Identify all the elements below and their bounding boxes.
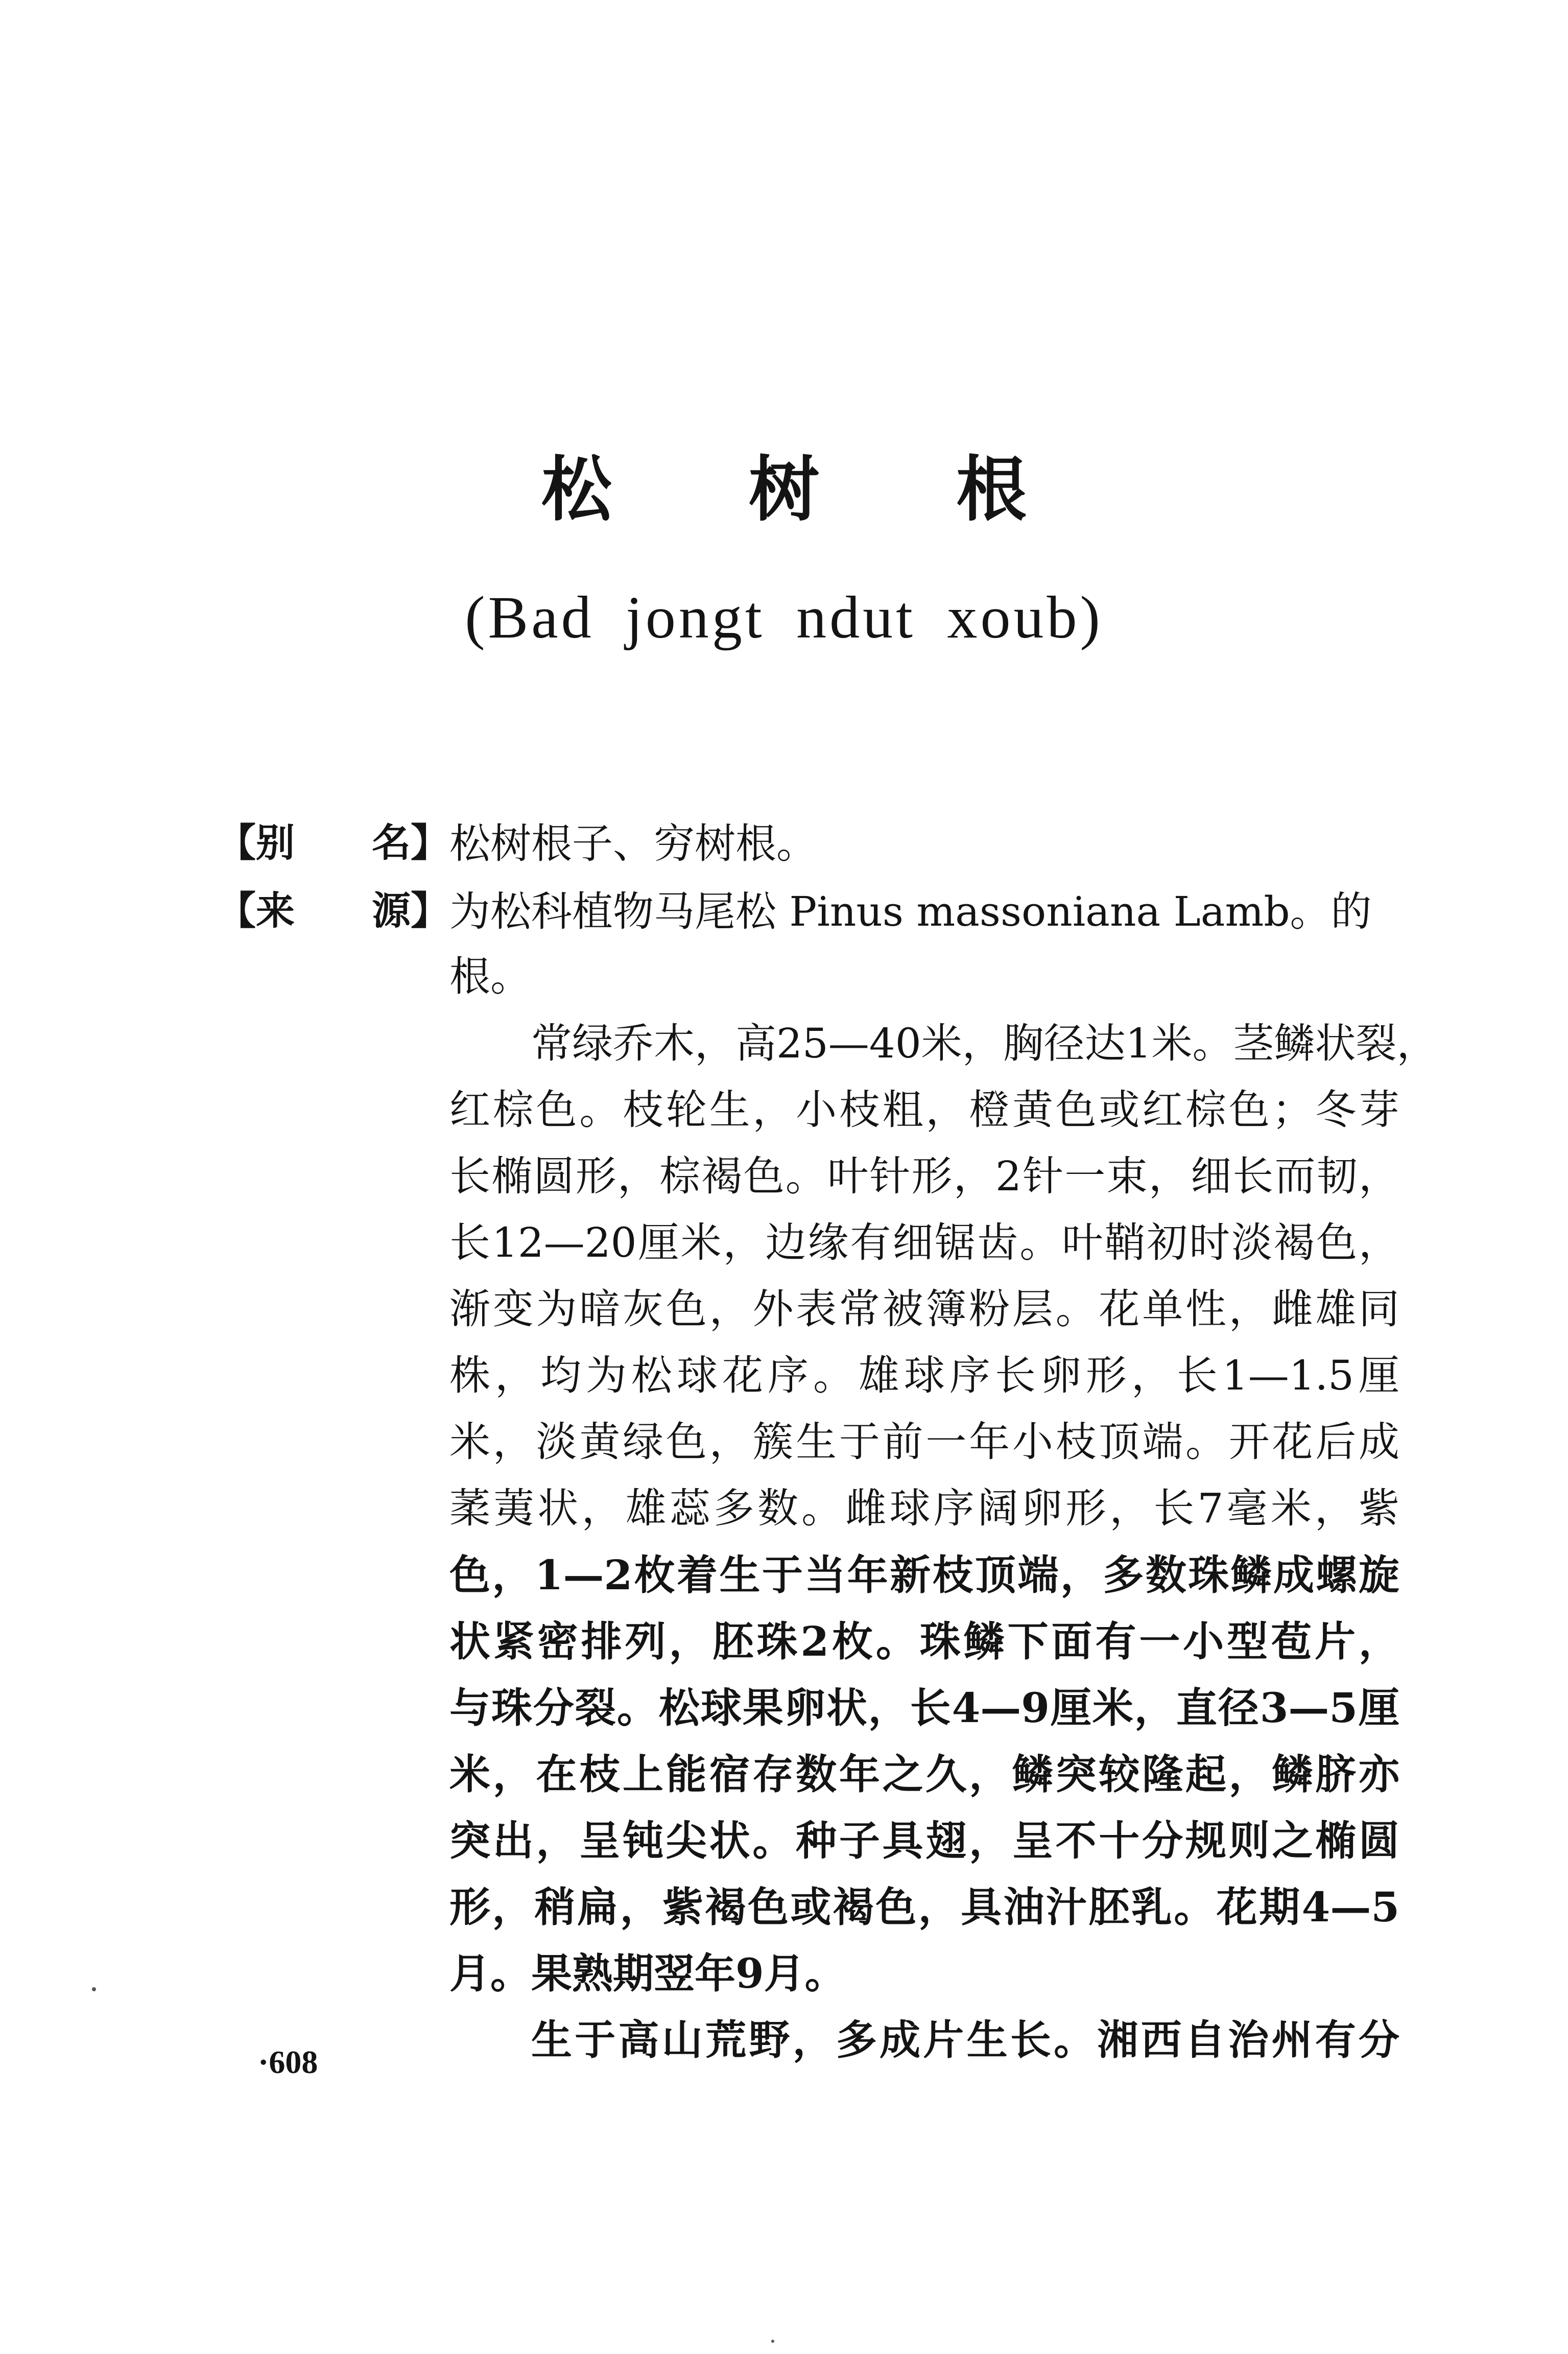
- field-label-source-open: 【来: [217, 888, 295, 933]
- entry-romanization: (Bad jongt ndut xoub): [465, 584, 1103, 651]
- body-line: 形，稍扁，紫褐色或褐色，具油汁胚乳。花期4—5: [449, 1883, 1399, 1931]
- field-text-source: 为松科植物马尾松 Pinus massoniana Lamb。的: [449, 888, 1372, 935]
- field-label-source: [217, 888, 449, 933]
- field-label-alias-close: 名】: [372, 820, 449, 865]
- field-text-alias: 松树根子、穷树根。: [449, 820, 817, 867]
- body-line: 月。果熟期翌年9月。: [449, 1949, 846, 1997]
- page-number: ·608: [258, 2044, 318, 2080]
- body-line: 根。: [449, 953, 531, 1000]
- scan-speck: [92, 1987, 96, 1991]
- body-line: 状紧密排列，胚珠2枚。珠鳞下面有一小型苞片，: [449, 1617, 1399, 1665]
- entry-title: 松 树 根: [541, 449, 1083, 531]
- field-label-alias: [217, 820, 449, 865]
- body-line: 渐变为暗灰色，外表常被簿粉层。花单性，雌雄同: [449, 1285, 1399, 1333]
- body-line: 常绿乔木，高25—40米，胸径达1米。茎鳞状裂，: [531, 1020, 1438, 1067]
- body-line: 与珠分裂。松球果卵状，长4—9厘米，直径3—5厘: [449, 1684, 1399, 1732]
- body-line: 色，1—2枚着生于当年新枝顶端，多数珠鳞成螺旋: [449, 1551, 1399, 1599]
- field-label-source-close: 源】: [372, 888, 449, 933]
- body-line: 长12—20厘米，边缘有细锯齿。叶鞘初时淡褐色，: [449, 1219, 1399, 1266]
- body-line: 红棕色。枝轮生，小枝粗，橙黄色或红棕色；冬芽: [449, 1086, 1399, 1134]
- scan-speck: [771, 2340, 774, 2343]
- body-line: 米，淡黄绿色，簇生于前一年小枝顶端。开花后成: [449, 1418, 1399, 1466]
- field-label-alias-open: 【别: [217, 820, 295, 865]
- body-line: 突出，呈钝尖状。种子具翅，呈不十分规则之椭圆: [449, 1817, 1399, 1865]
- body-line: 生于高山荒野，多成片生长。湘西自治州有分: [531, 2016, 1399, 2064]
- body-line: 长椭圆形，棕褐色。叶针形，2针一束，细长而韧，: [449, 1152, 1399, 1200]
- body-line: 株，均为松球花序。雄球序长卵形，长1—1.5厘: [449, 1352, 1399, 1399]
- body-line: 葇荑状，雄蕊多数。雌球序阔卵形，长7毫米，紫: [449, 1485, 1399, 1532]
- body-line: 米，在枝上能宿存数年之久，鳞突较隆起，鳞脐亦: [449, 1750, 1399, 1798]
